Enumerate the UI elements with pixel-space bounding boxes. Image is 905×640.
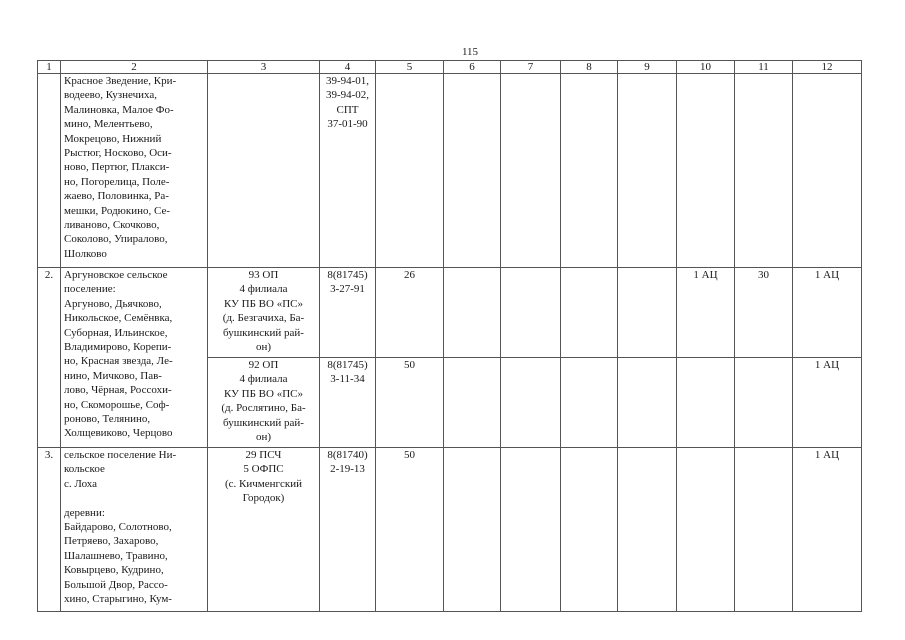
text-line: Аргуновское сельское [64, 269, 168, 281]
text-line: 37-01-90 [327, 118, 368, 131]
fire-unit-cell [208, 74, 320, 268]
text-line: 4 филиала [239, 283, 288, 296]
text-line: 8(81740) [327, 449, 368, 461]
column-header: 8 [561, 61, 618, 74]
text-line: с. Лоха [64, 477, 98, 490]
row-number [38, 74, 61, 268]
text-line: он) [255, 341, 272, 354]
empty-cell [444, 358, 501, 448]
text-line: водеево, Кузнечиха, [64, 89, 158, 102]
phone-cell [320, 448, 376, 612]
text-line: 5 ОФПС [243, 463, 284, 476]
text-line: 4 филиала [239, 373, 288, 386]
empty-cell [561, 448, 618, 612]
empty-cell [444, 74, 501, 268]
text-line: (с. Кичменгский [224, 477, 303, 490]
text-line: 2-19-13 [330, 463, 365, 476]
text-line: 39-94-02, [325, 89, 370, 102]
text-line: минo, Мелентьево, [64, 118, 153, 131]
text-line: жаево, Половинка, Ра- [64, 190, 169, 203]
text-line: ново, Пертюг, Плакси- [64, 161, 170, 174]
text-line: Мокрецово, Нижний [64, 132, 162, 145]
settlement-list [61, 448, 208, 612]
text-line: Аргуново, Дьячково, [64, 297, 162, 310]
empty-cell [561, 358, 618, 448]
empty-cell [501, 74, 561, 268]
vehicle-cell [677, 448, 735, 612]
header-row [38, 61, 862, 74]
column-header: 6 [444, 61, 501, 74]
column-header: 7 [501, 61, 561, 74]
empty-cell [561, 268, 618, 358]
text-line: 39-94-01, [325, 75, 370, 87]
column-header: 12 [793, 61, 862, 74]
empty-cell [501, 268, 561, 358]
text-line: Рыстюг, Носково, Оси- [64, 147, 172, 160]
text-line: 3-27-91 [330, 283, 365, 296]
phone-cell [320, 358, 376, 448]
text-line: Байдарово, Солотново, [64, 521, 172, 534]
empty-cell [618, 268, 677, 358]
table-row [38, 268, 862, 358]
text-line: Красное Зведение, Кри- [64, 75, 177, 87]
text-line: 29 ПСЧ [245, 449, 282, 461]
empty-cell [501, 448, 561, 612]
text-line: бушкинский рай- [223, 416, 304, 429]
empty-cell [618, 358, 677, 448]
text-line: 8(81745) [327, 359, 368, 371]
vehicle-cell [793, 74, 862, 268]
page-number: 115 [461, 46, 479, 58]
text-line: 92 ОП [248, 359, 279, 371]
time-cell [735, 358, 793, 448]
column-header: 11 [735, 61, 793, 74]
text-line: КУ ПБ ВО «ПС» [224, 387, 303, 400]
text-line: он) [255, 431, 272, 444]
distance-cell: 26 [376, 268, 444, 358]
text-line: (д. Рослятино, Ба- [221, 402, 306, 415]
text-line: мешки, Родюкино, Се- [64, 204, 171, 217]
column-header: 2 [61, 61, 208, 74]
text-line: Суборная, Ильинское, [64, 326, 168, 339]
text-line: СПТ [336, 103, 359, 116]
settlement-list [61, 268, 208, 448]
text-line: но, Красная звезда, Ле- [64, 355, 173, 368]
column-header: 5 [376, 61, 444, 74]
text-line: Большой Двор, Рассо- [64, 578, 168, 591]
fire-unit-cell [208, 268, 320, 358]
text-line: (д. Безгачиха, Ба- [222, 312, 305, 325]
distance-cell: 50 [376, 358, 444, 448]
text-line: Шолково [64, 247, 107, 260]
text-line: Городок) [242, 492, 285, 505]
column-header: 3 [208, 61, 320, 74]
text-line: 8(81745) [327, 269, 368, 281]
text-line: Ковырцево, Кудрино, [64, 564, 164, 577]
text-line: ливаново, Скочково, [64, 219, 160, 232]
distance-cell: 50 [376, 448, 444, 612]
fire-coverage-table [37, 60, 862, 612]
text-line: лово, Чёрная, Россохи- [64, 384, 172, 397]
vehicle-cell [677, 74, 735, 268]
blank-line [64, 491, 204, 505]
text-line: Петряево, Захарово, [64, 535, 159, 548]
table-row [38, 74, 862, 268]
row-number: 3. [38, 448, 61, 612]
vehicle-cell: 1 АЦ [793, 448, 862, 612]
column-header: 9 [618, 61, 677, 74]
text-line: роново, Телянино, [64, 413, 151, 426]
empty-cell [618, 448, 677, 612]
vehicle-cell [677, 358, 735, 448]
text-line: Владимирово, Корепи- [64, 341, 172, 354]
vehicle-cell: 1 АЦ [793, 358, 862, 448]
phone-cell [320, 74, 376, 268]
text-line: Никольское, Семёнвка, [64, 312, 173, 325]
text-line: Холщевиково, Черцово [64, 427, 173, 440]
column-header: 1 [38, 61, 61, 74]
vehicle-cell: 1 АЦ [793, 268, 862, 358]
distance-cell [376, 74, 444, 268]
time-cell: 30 [735, 268, 793, 358]
time-cell [735, 74, 793, 268]
text-line: сельское поселение Ни- [64, 449, 177, 461]
text-line: нино, Мичково, Пав- [64, 369, 162, 382]
text-line: хино, Старыгино, Кум- [64, 593, 172, 606]
text-line: Шалашнево, Травино, [64, 549, 168, 562]
text-line: поселение: [64, 283, 116, 296]
text-line: но, Скоморошье, Соф- [64, 398, 170, 411]
settlement-list [61, 74, 208, 268]
row-number: 2. [38, 268, 61, 448]
empty-cell [618, 74, 677, 268]
empty-cell [561, 74, 618, 268]
table-row [38, 448, 862, 612]
phone-cell [320, 268, 376, 358]
vehicle-cell: 1 АЦ [677, 268, 735, 358]
fire-unit-cell [208, 448, 320, 612]
column-header: 4 [320, 61, 376, 74]
text-line: 93 ОП [248, 269, 279, 281]
text-line: КУ ПБ ВО «ПС» [224, 297, 303, 310]
empty-cell [501, 358, 561, 448]
empty-cell [444, 268, 501, 358]
text-line: деревни: [64, 506, 105, 519]
empty-cell [444, 448, 501, 612]
text-line: кольское [64, 463, 105, 476]
fire-unit-cell [208, 358, 320, 448]
text-line: но, Погорелица, Поле- [64, 175, 170, 188]
text-line: бушкинский рай- [223, 326, 304, 339]
column-header: 10 [677, 61, 735, 74]
text-line: Соколово, Упиралово, [64, 233, 168, 246]
text-line: 3-11-34 [330, 373, 365, 386]
text-line: Малиновка, Малое Фо- [64, 103, 174, 116]
time-cell [735, 448, 793, 612]
